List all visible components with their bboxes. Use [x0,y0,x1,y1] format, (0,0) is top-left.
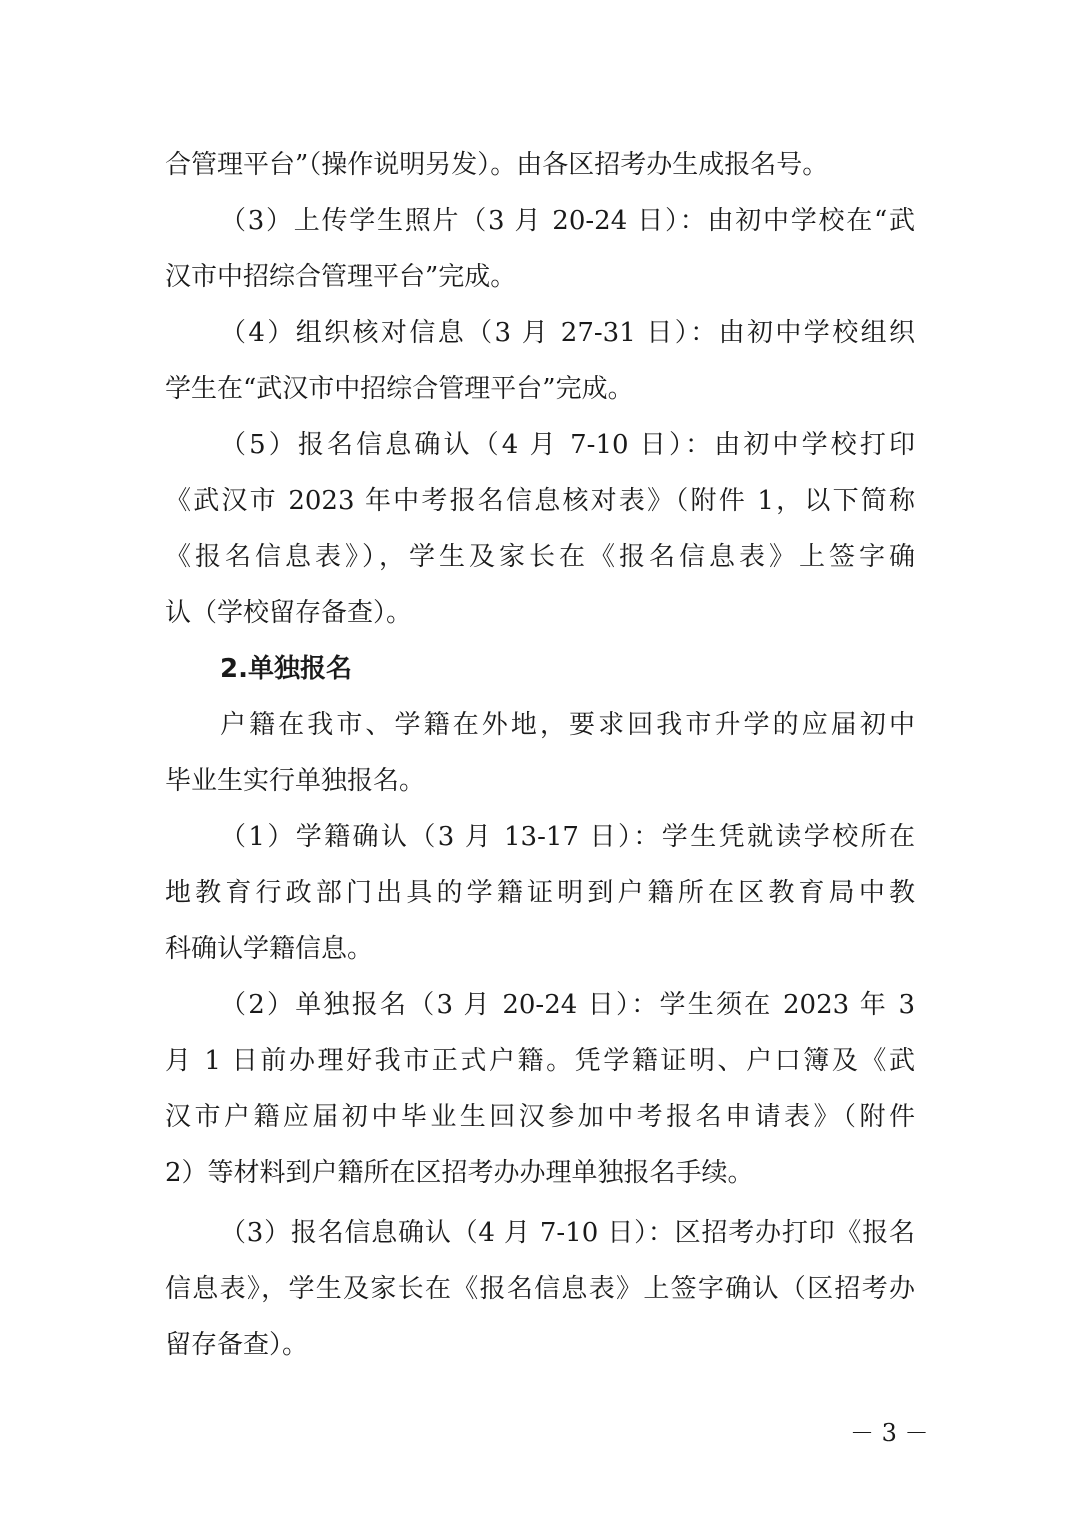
body-text-line: （2）单独报名（3 月 20-24 日）：学生须在 2023 年 3 [220,990,915,1020]
body-text-line: 汉市户籍应届初中毕业生回汉参加中考报名申请表》（附件 [165,1102,915,1132]
section-heading: 2.单独报名 [220,654,352,684]
body-text-line: （3）报名信息确认（4 月 7-10 日）：区招考办打印《报名 [220,1218,915,1248]
body-text-line: 合管理平台”（操作说明另发）。由各区招考办生成报名号。 [165,150,829,180]
body-text-line: 月 1 日前办理好我市正式户籍。凭学籍证明、户口簿及《武 [165,1046,915,1076]
body-text-line: 《武汉市 2023 年中考报名信息核对表》（附件 1，以下简称 [165,486,915,516]
body-text-line: （5）报名信息确认（4 月 7-10 日）：由初中学校打印 [220,430,915,460]
body-text-line: （1）学籍确认（3 月 13-17 日）：学生凭就读学校所在 [220,822,915,852]
body-text-line: 留存备查）。 [165,1330,309,1360]
body-text-line: 汉市中招综合管理平台”完成。 [165,262,517,292]
body-text-line: 户籍在我市、学籍在外地，要求回我市升学的应届初中 [220,710,915,740]
body-text-line: 学生在“武汉市中招综合管理平台”完成。 [165,374,634,404]
body-text-line: 认（学校留存备查）。 [165,598,413,628]
body-text-line: 信息表》，学生及家长在《报名信息表》上签字确认（区招考办 [165,1274,915,1304]
body-text-line: 《报名信息表》），学生及家长在《报名信息表》上签字确 [165,542,915,572]
body-text-line: 地教育行政部门出具的学籍证明到户籍所在区教育局中教 [165,878,915,908]
body-text-line: 科确认学籍信息。 [165,934,374,964]
page-number: － 3 － [850,1419,929,1447]
body-text-line: （4）组织核对信息（3 月 27-31 日）：由初中学校组织 [220,318,915,348]
body-text-line: 毕业生实行单独报名。 [165,766,426,796]
body-text-line: 2）等材料到户籍所在区招考办办理单独报名手续。 [165,1158,754,1188]
body-text-line: （3）上传学生照片（3 月 20-24 日）：由初中学校在“武 [220,206,915,236]
